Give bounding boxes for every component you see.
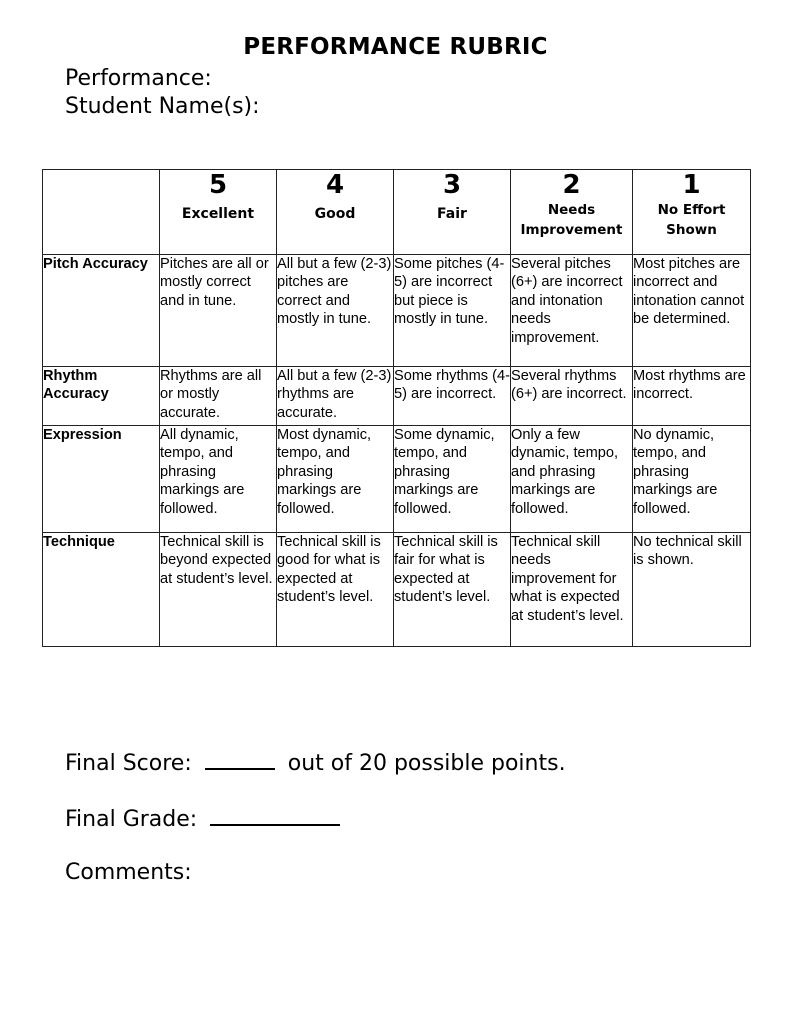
rubric-cell: Rhythms are all or mostly accurate. [160, 367, 277, 426]
criterion-label: Rhythm Accuracy [43, 367, 160, 426]
header-score-4 [277, 170, 394, 255]
rubric-cell: All dynamic, tempo, and phrasing markings are followed. [160, 426, 277, 533]
rubric-cell: All but a few (2-3) rhythms are accurate. [277, 367, 394, 426]
final-grade-label: Final Grade: [65, 807, 198, 832]
final-grade-line [65, 804, 346, 832]
page-title: PERFORMANCE RUBRIC [243, 34, 548, 60]
header-score-3 [394, 170, 511, 255]
rubric-cell: Technical skill is beyond expected at student’s level. [160, 533, 277, 647]
score-number: 1 [682, 170, 701, 200]
rubric-cell: Only a few dynamic, tempo, and phrasing markings are followed. [511, 426, 633, 533]
rubric-table [42, 169, 751, 647]
score-number: 2 [562, 170, 581, 200]
criterion-label: Expression [43, 426, 160, 533]
rubric-cell: All but a few (2-3) pitches are correct and mostly in tune. [277, 255, 394, 367]
performance-label: Performance: [65, 66, 212, 91]
score-number: 3 [442, 170, 462, 200]
rubric-cell: Technical skill needs improvement for what is expected at student’s level. [511, 533, 633, 647]
rubric-cell: Some dynamic, tempo, and phrasing markings are followed. [394, 426, 511, 533]
rubric-cell: No technical skill is shown. [633, 533, 751, 647]
score-number: 5 [208, 170, 228, 200]
rubric-cell: Pitches are all or mostly correct and in tune. [160, 255, 277, 367]
rubric-row-pitch-accuracy [43, 255, 751, 367]
header-score-5 [160, 170, 277, 255]
rubric-cell: Technical skill is fair for what is expected at student’s level. [394, 533, 511, 647]
criterion-label: Pitch Accuracy [43, 255, 160, 367]
student-names-label: Student Name(s): [65, 94, 260, 119]
header-score-1 [633, 170, 751, 255]
final-grade-blank[interactable] [210, 804, 340, 826]
final-score-line [65, 748, 566, 776]
rubric-cell: Some rhythms (4-5) are incorrect. [394, 367, 511, 426]
rubric-cell: Most dynamic, tempo, and phrasing markings are followed. [277, 426, 394, 533]
rubric-row-technique [43, 533, 751, 647]
score-label: Needs Improvement [520, 202, 623, 238]
rubric-cell: Some pitches (4-5) are incorrect but piece is mostly in tune. [394, 255, 511, 367]
score-label: Fair [437, 206, 467, 222]
final-score-suffix: out of 20 possible points. [287, 751, 566, 776]
rubric-cell: Most rhythms are incorrect. [633, 367, 751, 426]
comments-label: Comments: [65, 860, 192, 885]
score-label: Excellent [181, 206, 255, 222]
rubric-cell: Most pitches are incorrect and intonation cannot be determined. [633, 255, 751, 367]
rubric-cell: Several pitches (6+) are incorrect and intonation needs improvement. [511, 255, 633, 367]
final-score-blank[interactable] [205, 748, 275, 770]
rubric-header-row [43, 170, 751, 255]
header-blank-cell [43, 170, 160, 255]
rubric-cell: No dynamic, tempo, and phrasing markings are followed. [633, 426, 751, 533]
rubric-row-expression [43, 426, 751, 533]
score-number: 4 [325, 170, 345, 200]
criterion-label: Technique [43, 533, 160, 647]
score-label: No Effort Shown [657, 202, 726, 238]
rubric-cell: Several rhythms (6+) are incorrect. [511, 367, 633, 426]
header-score-2 [511, 170, 633, 255]
final-score-label: Final Score: [65, 751, 192, 776]
score-label: Good [314, 206, 356, 222]
rubric-cell: Technical skill is good for what is expected at student’s level. [277, 533, 394, 647]
rubric-row-rhythm-accuracy [43, 367, 751, 426]
